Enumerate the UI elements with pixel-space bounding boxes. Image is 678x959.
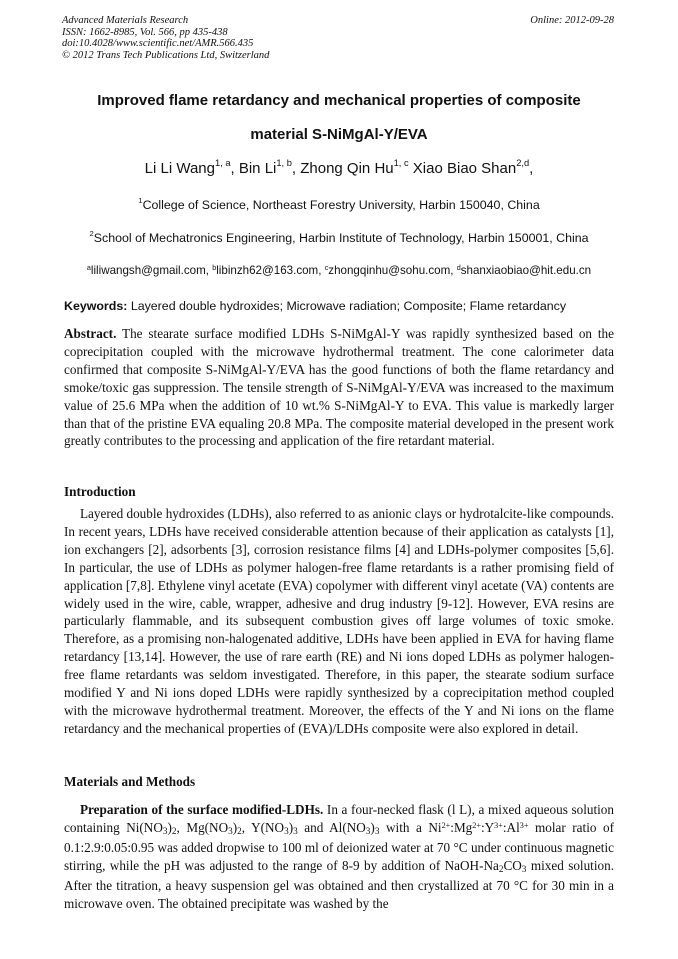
author-affiliation-mark: 1, c xyxy=(393,158,409,169)
methods-text: :Y xyxy=(480,819,495,835)
superscript: 3+ xyxy=(494,821,503,831)
superscript: 2+ xyxy=(472,821,481,831)
email-mark: c xyxy=(324,262,329,272)
author-list-trailing: , xyxy=(529,160,534,177)
subscript: 3 xyxy=(228,826,233,837)
author-name: Li Li Wang xyxy=(144,160,215,177)
email-mark: d xyxy=(456,262,461,272)
methods-text: , Y(NO xyxy=(241,819,285,835)
author-emails xyxy=(30,264,648,277)
methods-text: :Mg xyxy=(450,819,473,835)
author-affiliation-mark: 1, b xyxy=(276,158,292,169)
introduction-paragraph: Layered double hydroxides (LDHs), also referred to as anionic clays or hydrotalcite-like compounds. In recent years, LDHs have received considerable attention because of their application as catalysts [1], ion exchangers [2], adsorbents [3], corrosion resistance films [4] and LDHs-polymer composites [5,6]. In particular, the use of LDHs as polymer halogen-free flame retardants is a rather promising field of application [7,8]. Ethylene vinyl acetate (EVA) copolymer with different vinyl acetate (VA) contents are widely used in the wire, cable, wrapper, adhesive and drug industry [9-12]. However, EVA resins are particularly flammable, and its subsequent combustion gives off large volumes of toxic smoke. Therefore, as a promising non-halogenated additive, LDHs have been applied in EVA for having flame retardancy [13,14]. However, the use of rare earth (RE) and Ni ions doped LDHs as polymer halogen-free flame retardants was seldom investigated. Therefore, in this paper, the stearate sodium surface modified Y and Ni ions doped LDHs were rapidly synthesized by a coprecipitation method coupled with the microwave hydrothermal treatment. Moreover, the effects of the Y and Ni ions on the flame retardancy and the mechanical properties of (EVA)/LDHs composite were also explored in detail. xyxy=(64,506,614,736)
superscript: 3+ xyxy=(519,821,529,831)
section-heading-introduction: Introduction xyxy=(64,484,136,499)
online-date: Online: 2012-09-28 xyxy=(530,15,614,26)
abstract xyxy=(64,325,614,450)
affiliation-mark: 1 xyxy=(138,196,143,206)
subscript: 3 xyxy=(293,826,298,837)
email-mark: a xyxy=(86,262,91,272)
subscript: 3 xyxy=(521,864,527,875)
journal-doi: doi:10.4028/www.scientific.net/AMR.566.435 xyxy=(62,38,254,50)
methods-text: ) xyxy=(370,819,375,835)
methods-text: In a four-necked flask (l L), a mixed aqueous solution containing Ni(NO xyxy=(64,802,614,835)
methods-text: ) xyxy=(167,819,172,835)
email-address: liliwangsh@gmail.com, xyxy=(90,264,209,277)
methods-text: and Al(NO xyxy=(304,819,366,835)
paper-title-line-2: material S-NiMgAl-Y/EVA xyxy=(250,126,428,143)
author-name: Zhong Qin Hu xyxy=(300,160,394,177)
journal-name: Advanced Materials Research xyxy=(62,15,189,26)
subsection-label: Preparation of the surface modified-LDHs. xyxy=(80,802,324,817)
methods-paragraph xyxy=(64,801,614,912)
journal-issn: ISSN: 1662-8985, Vol. 566, pp 435-438 xyxy=(62,26,228,38)
subscript: 2 xyxy=(171,826,177,837)
subscript: 3 xyxy=(365,826,371,837)
keywords-text: Layered double hydroxides; Microwave radiation; Composite; Flame retardancy xyxy=(130,299,567,313)
keywords xyxy=(64,299,624,313)
affiliation-text: School of Mechatronics Engineering, Harbin Institute of Technology, Harbin 150001, China xyxy=(93,231,589,245)
methods-text: CO xyxy=(503,857,522,873)
superscript: 2+ xyxy=(441,821,451,831)
affiliation-2 xyxy=(30,231,648,245)
author-affiliation-mark: 1, a xyxy=(214,158,231,169)
email-address: shanxiaobiao@hit.edu.cn xyxy=(460,264,592,277)
abstract-label: Abstract. xyxy=(64,326,117,341)
subscript: 3 xyxy=(284,826,289,837)
methods-text: ) xyxy=(232,819,238,835)
methods-text: with a Ni xyxy=(386,819,442,835)
email-address: libinzh62@163.com, xyxy=(216,264,322,277)
journal-header xyxy=(62,15,269,61)
methods-text: , Mg(NO xyxy=(176,819,229,835)
email-mark: b xyxy=(212,262,217,272)
paper-title-line-1: Improved flame retardancy and mechanical properties of composite xyxy=(97,92,581,109)
abstract-text: The stearate surface modified LDHs S-NiMgAl-Y was rapidly synthesized based on the coprecipitation coupled with the microwave hydrothermal treatment. The cone calorimeter data confirmed that composite S-NiMgAl-Y/EVA has the good functions of both the flame retardancy and smoke/toxic gas suppression. The tensile strength of S-NiMgAl-Y/EVA was increased to the maximum value of 25.6 MPa when the addition of 10 wt.% S-NiMgAl-Y to EVA. This value is markedly larger than that of the pristine EVA equaling 20.8 MPa. The composite material developed in the present work greatly contributes to the processing and application of the fire retardant material. xyxy=(64,326,614,449)
affiliation-text: College of Science, Northeast Forestry University, Harbin 150040, China xyxy=(142,198,540,212)
author-list: Li Li Wang$^{1, a}$, Bin Li$^{1, b}$, Zhong Qin Hu$^{1, c}$ Xiao Biao Shan$^{2,d}$, xyxy=(144,158,534,177)
keywords-label: Keywords: xyxy=(64,299,128,313)
methods-text: mixed solution. After the titration, a heavy suspension gel was obtained and then crystallized at 70 °C for 30 min in a microwave oven. The obtained precipitate was washed by the xyxy=(64,857,614,911)
methods-text: :Al xyxy=(502,819,520,835)
author-affiliation-mark: 2,d xyxy=(516,158,530,169)
affiliation-mark: 2 xyxy=(89,229,94,239)
methods-text: ) xyxy=(288,819,294,835)
affiliation-1 xyxy=(30,198,648,212)
author-name: Xiao Biao Shan xyxy=(412,160,517,177)
section-heading-methods: Materials and Methods xyxy=(64,774,196,789)
subscript: 3 xyxy=(374,826,380,837)
subscript: 2 xyxy=(237,826,242,837)
methods-text: molar ratio of 0.1:2.9:0.05:0.95 was added dropwise to 100 ml of deionized water at 70 °C under continuous magnetic stirring, while the pH was adjusted to the range of 8-9 by addition of NaOH-Na xyxy=(64,819,614,873)
subscript: 2 xyxy=(498,864,504,875)
journal-copyright: © 2012 Trans Tech Publications Ltd, Switzerland xyxy=(62,49,270,61)
email-address: zhongqinhu@sohu.com, xyxy=(328,264,454,277)
subscript: 3 xyxy=(162,826,168,837)
author-name: Bin Li xyxy=(238,160,277,177)
